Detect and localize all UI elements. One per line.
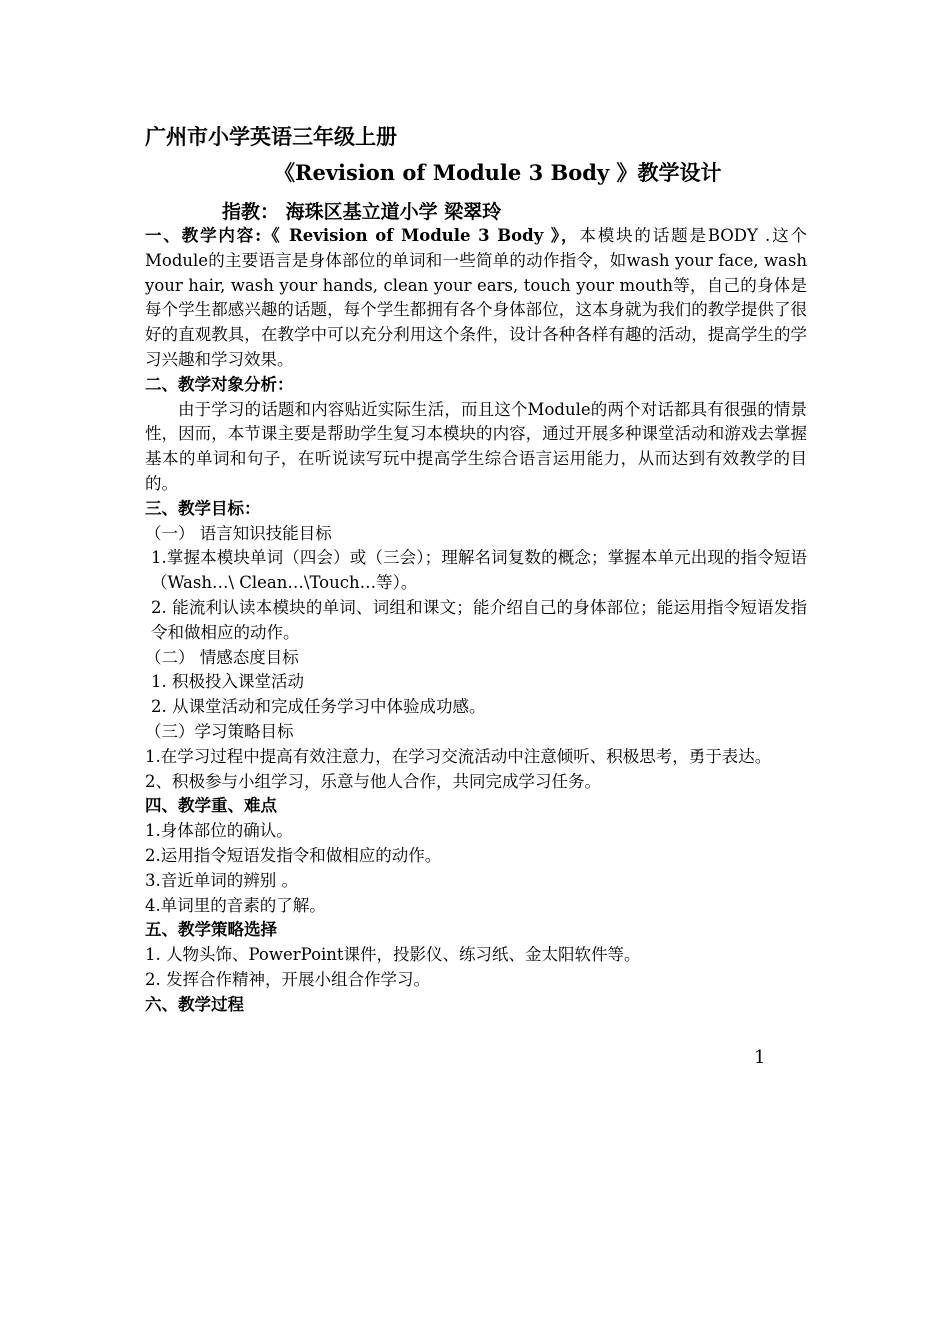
section1-text: 本模块的话题是BODY .这个Module的主要语言是身体部位的单词和一些简单的动作指令，如wash your face, wash your hair, wash your hands, clean your ears, touch your mouth等，自己的身体是每个学生都感兴趣的话题，每个学生都拥有各个身体部位，这本身就为我们的教学提供了很好的直观教具，在教学中可以充分利用这个条件，设计各种各样有趣的活动，提高学生的学习兴趣和学习效果。 [145,226,807,369]
section3-sub3: （三）学习策略目标 [145,721,294,741]
document-body [145,224,807,1018]
section2-text: 由于学习的话题和内容贴近实际生活，而且这个Module的两个对话都具有很强的情景性，因而，本节课主要是帮助学生复习本模块的内容，通过开展多种课堂活动和游戏去掌握基本的单词和句子，在听说读写玩中提高学生综合语言运用能力，从而达到有效教学的目的。 [145,399,807,493]
section4-item: 3.音近单词的辨别 。 [145,870,298,890]
section3-item2-2: 2. 从课堂活动和完成任务学习中体验成功感。 [151,697,486,717]
section1-heading: 一、教学内容:《 Revision of Module 3 Body 》， [145,226,580,245]
section3-item1-2: 2. 能流利认读本模块的单词、词组和课文；能介绍自己的身体部位；能运用指令短语发指令和做相应的动作。 [151,597,807,642]
section6-heading: 六、教学过程 [145,994,244,1014]
section3-item1-1: 1.掌握本模块单词（四会）或（三会）；理解名词复数的概念；掌握本单元出现的指令短语（Wash…\ Clean…\Touch…等）。 [151,548,807,593]
section3-sub1: （一） 语言知识技能目标 [145,523,332,543]
section5-item: 1. 人物头饰、PowerPoint课件，投影仪、练习纸、金太阳软件等。 [145,945,641,965]
section3-item3-1: 1.在学习过程中提高有效注意力，在学习交流活动中注意倾听、积极思考，勇于表达。 [145,746,772,766]
section1-paragraph [145,224,807,373]
section5-heading: 五、教学策略选择 [145,920,277,940]
author-line: 指教： 海珠区基立道小学 梁翠玲 [222,201,502,223]
section2-heading: 二、教学对象分析： [145,374,294,394]
section3-heading: 三、教学目标： [145,498,261,518]
section4-heading: 四、教学重、难点 [145,796,277,816]
document-subtitle: 《Revision of Module 3 Body 》教学设计 [274,160,722,185]
section3-sub2: （二） 情感态度目标 [145,647,299,667]
section4-item: 1.身体部位的确认。 [145,821,293,841]
page-number: 1 [754,1047,766,1068]
section3-item3-2: 2、积极参与小组学习，乐意与他人合作，共同完成学习任务。 [145,771,601,791]
section5-item: 2. 发挥合作精神，开展小组合作学习。 [145,969,430,989]
section4-item: 2.运用指令短语发指令和做相应的动作。 [145,845,442,865]
section3-item2-1: 1. 积极投入课堂活动 [151,672,304,692]
section4-item: 4.单词里的音素的了解。 [145,895,326,915]
document-title: 广州市小学英语三年级上册 [145,124,397,149]
